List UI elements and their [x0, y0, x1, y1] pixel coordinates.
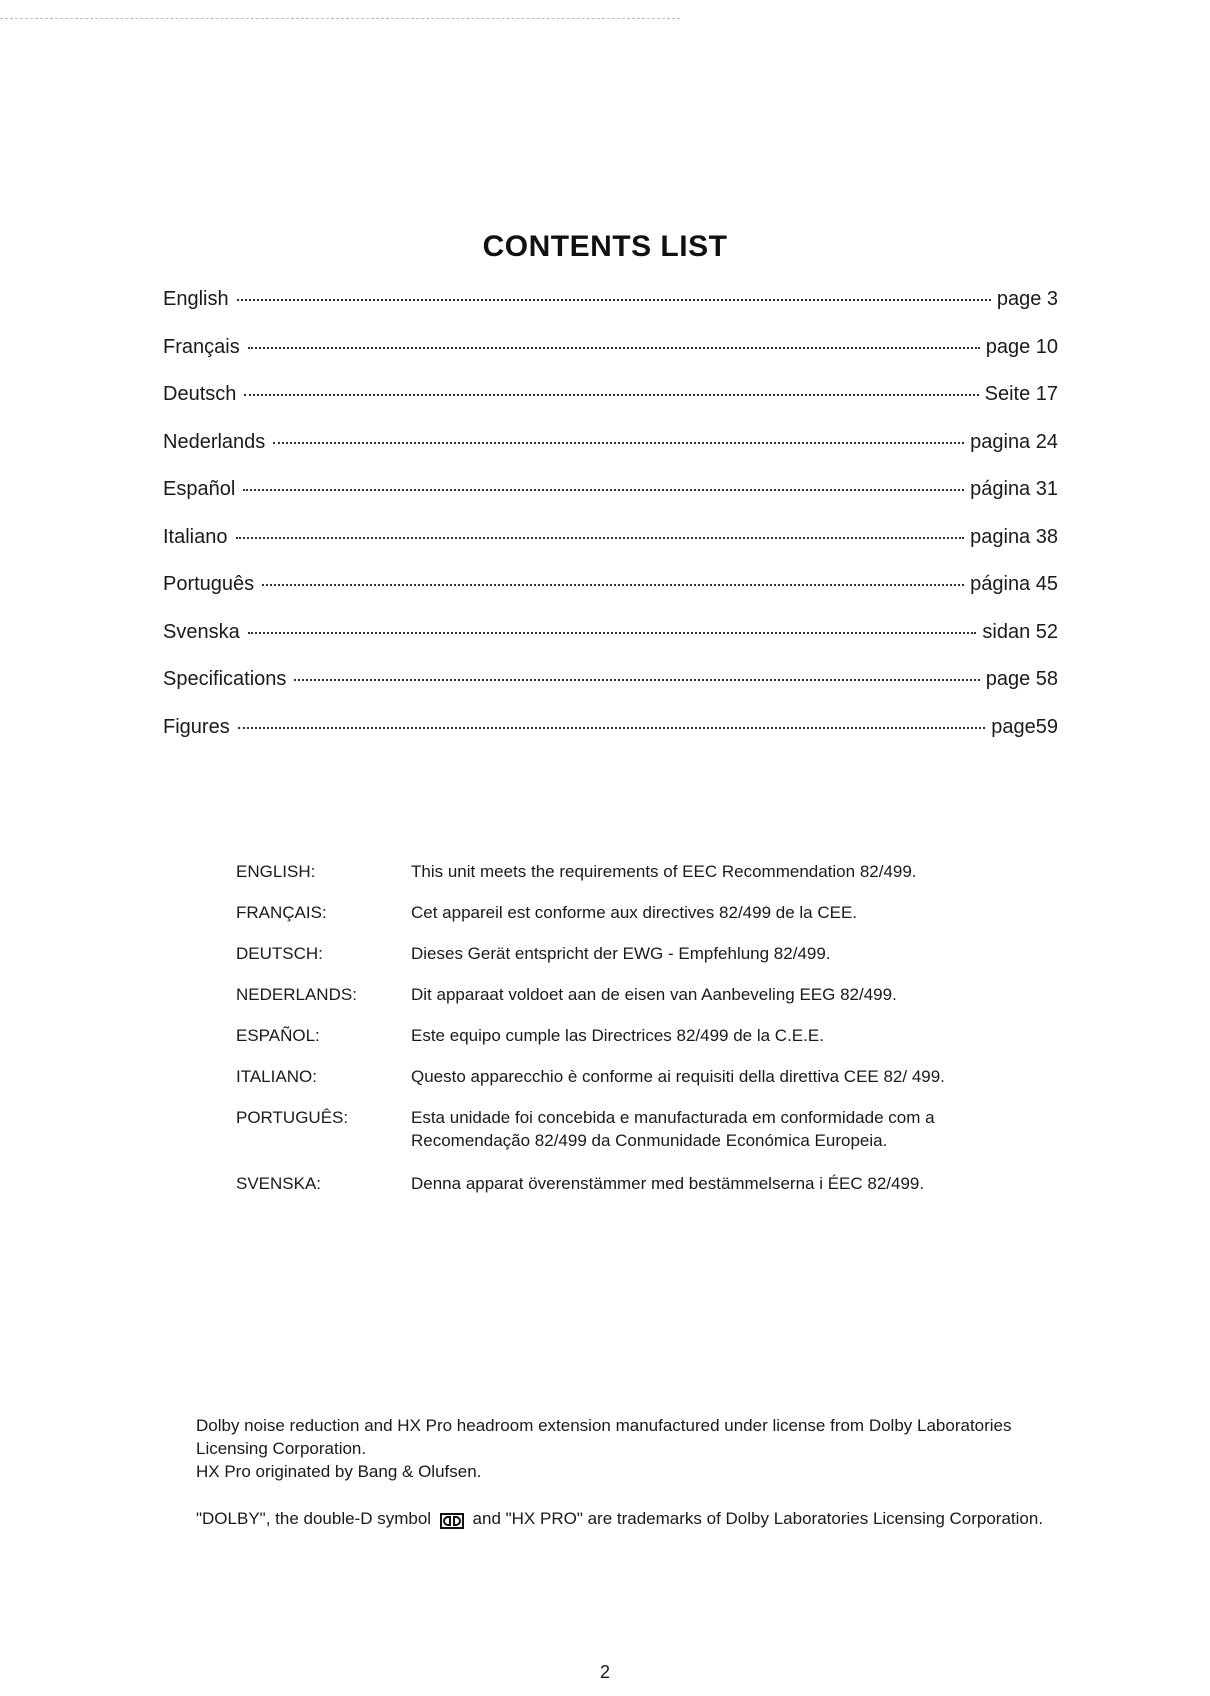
toc-page: page59	[991, 715, 1058, 738]
toc-page: pagina 38	[970, 525, 1058, 548]
toc-page: page 3	[996, 288, 1058, 310]
toc-entry-svenska[interactable]	[163, 621, 1058, 669]
compliance-text	[411, 1106, 996, 1152]
dot-leader	[244, 394, 978, 396]
compliance-row	[236, 901, 996, 924]
toc-entry-english[interactable]	[163, 288, 1058, 336]
toc-entry-italiano[interactable]	[163, 526, 1058, 574]
compliance-text-line: Esta unidade foi concebida e manufacturada em conformidade com a	[411, 1108, 935, 1127]
compliance-row	[236, 983, 996, 1006]
trademark-notice	[196, 1507, 1076, 1530]
dot-leader	[262, 584, 964, 586]
toc-label: Español	[163, 478, 236, 500]
trademark-text: "DOLBY", the double-D symbol	[196, 1509, 432, 1528]
dot-leader	[248, 632, 977, 634]
compliance-language: ITALIANO:	[236, 1067, 317, 1086]
dot-leader	[237, 299, 991, 301]
dot-leader	[294, 679, 979, 681]
compliance-text: Dit apparaat voldoet aan de eisen van Aanbeveling EEG 82/499.	[411, 985, 897, 1004]
compliance-row	[236, 942, 996, 965]
dot-leader	[238, 727, 986, 729]
toc-label: Figures	[163, 715, 230, 738]
top-rule	[0, 18, 680, 19]
toc-label: Nederlands	[163, 430, 266, 453]
page-title: CONTENTS LIST	[482, 230, 728, 263]
compliance-text: Dieses Gerät entspricht der EWG - Empfehlung 82/499.	[411, 944, 831, 963]
toc-entry-nederlands[interactable]	[163, 431, 1058, 479]
compliance-row	[236, 1065, 996, 1088]
toc-label: Deutsch	[163, 383, 237, 405]
toc-label: English	[163, 288, 229, 310]
compliance-language: SVENSKA:	[236, 1174, 322, 1193]
toc-label: Italiano	[163, 525, 228, 548]
page-number: 2	[599, 1662, 610, 1682]
compliance-text: This unit meets the requirements of EEC Recommendation 82/499.	[411, 862, 917, 881]
compliance-language: NEDERLANDS:	[236, 985, 357, 1004]
dot-leader	[273, 442, 964, 444]
dot-leader	[236, 537, 965, 539]
dolby-double-d-icon	[440, 1513, 464, 1529]
toc-page: page 10	[985, 335, 1058, 358]
toc-entry-specifications[interactable]	[163, 668, 1058, 716]
trademark-text: and "HX PRO" are trademarks of Dolby Laboratories Licensing Corporation.	[472, 1509, 1044, 1528]
compliance-row	[236, 860, 996, 883]
toc-label: Svenska	[163, 620, 240, 643]
compliance-language: ESPAÑOL:	[236, 1026, 320, 1045]
dot-leader	[248, 347, 980, 349]
toc-label: Français	[163, 335, 240, 358]
contents-list	[163, 288, 1058, 763]
compliance-text: Este equipo cumple las Directrices 82/499 de la C.E.E.	[411, 1026, 824, 1045]
compliance-text: Questo apparecchio è conforme ai requisiti della direttiva CEE 82/ 499.	[411, 1067, 945, 1086]
license-text: Licensing Corporation.	[196, 1439, 367, 1458]
dolby-license-notice	[196, 1414, 1076, 1530]
compliance-row	[236, 1024, 996, 1047]
toc-entry-figures[interactable]	[163, 716, 1058, 764]
compliance-text-line: Recomendação 82/499 da Conmunidade Económica Europeia.	[411, 1131, 888, 1150]
license-text: HX Pro originated by Bang & Olufsen.	[196, 1462, 482, 1481]
toc-entry-portugues[interactable]	[163, 573, 1058, 621]
compliance-row	[236, 1172, 996, 1195]
compliance-language: PORTUGUÊS:	[236, 1108, 349, 1127]
dot-leader	[243, 489, 964, 491]
toc-entry-francais[interactable]	[163, 336, 1058, 384]
toc-entry-deutsch[interactable]	[163, 383, 1058, 431]
toc-page: pagina 24	[970, 430, 1058, 453]
toc-page: page 58	[985, 668, 1058, 690]
toc-label: Português	[163, 573, 255, 595]
compliance-text: Cet appareil est conforme aux directives 82/499 de la CEE.	[411, 903, 858, 922]
compliance-language: DEUTSCH:	[236, 944, 323, 963]
license-text: Dolby noise reduction and HX Pro headroom extension manufactured under license from Dolby Laboratories	[196, 1416, 1012, 1435]
toc-page: Seite 17	[984, 383, 1058, 405]
toc-entry-espanol[interactable]	[163, 478, 1058, 526]
toc-page: página 45	[970, 573, 1058, 595]
eec-compliance-list	[236, 860, 996, 1213]
toc-label: Specifications	[163, 668, 287, 690]
compliance-language: ENGLISH:	[236, 862, 316, 881]
compliance-row	[236, 1106, 996, 1152]
toc-page: página 31	[970, 478, 1058, 500]
toc-page: sidan 52	[982, 620, 1058, 643]
compliance-language: FRANÇAIS:	[236, 903, 327, 922]
compliance-text: Denna apparat överenstämmer med bestämmelserna i ÉEC 82/499.	[411, 1174, 925, 1193]
